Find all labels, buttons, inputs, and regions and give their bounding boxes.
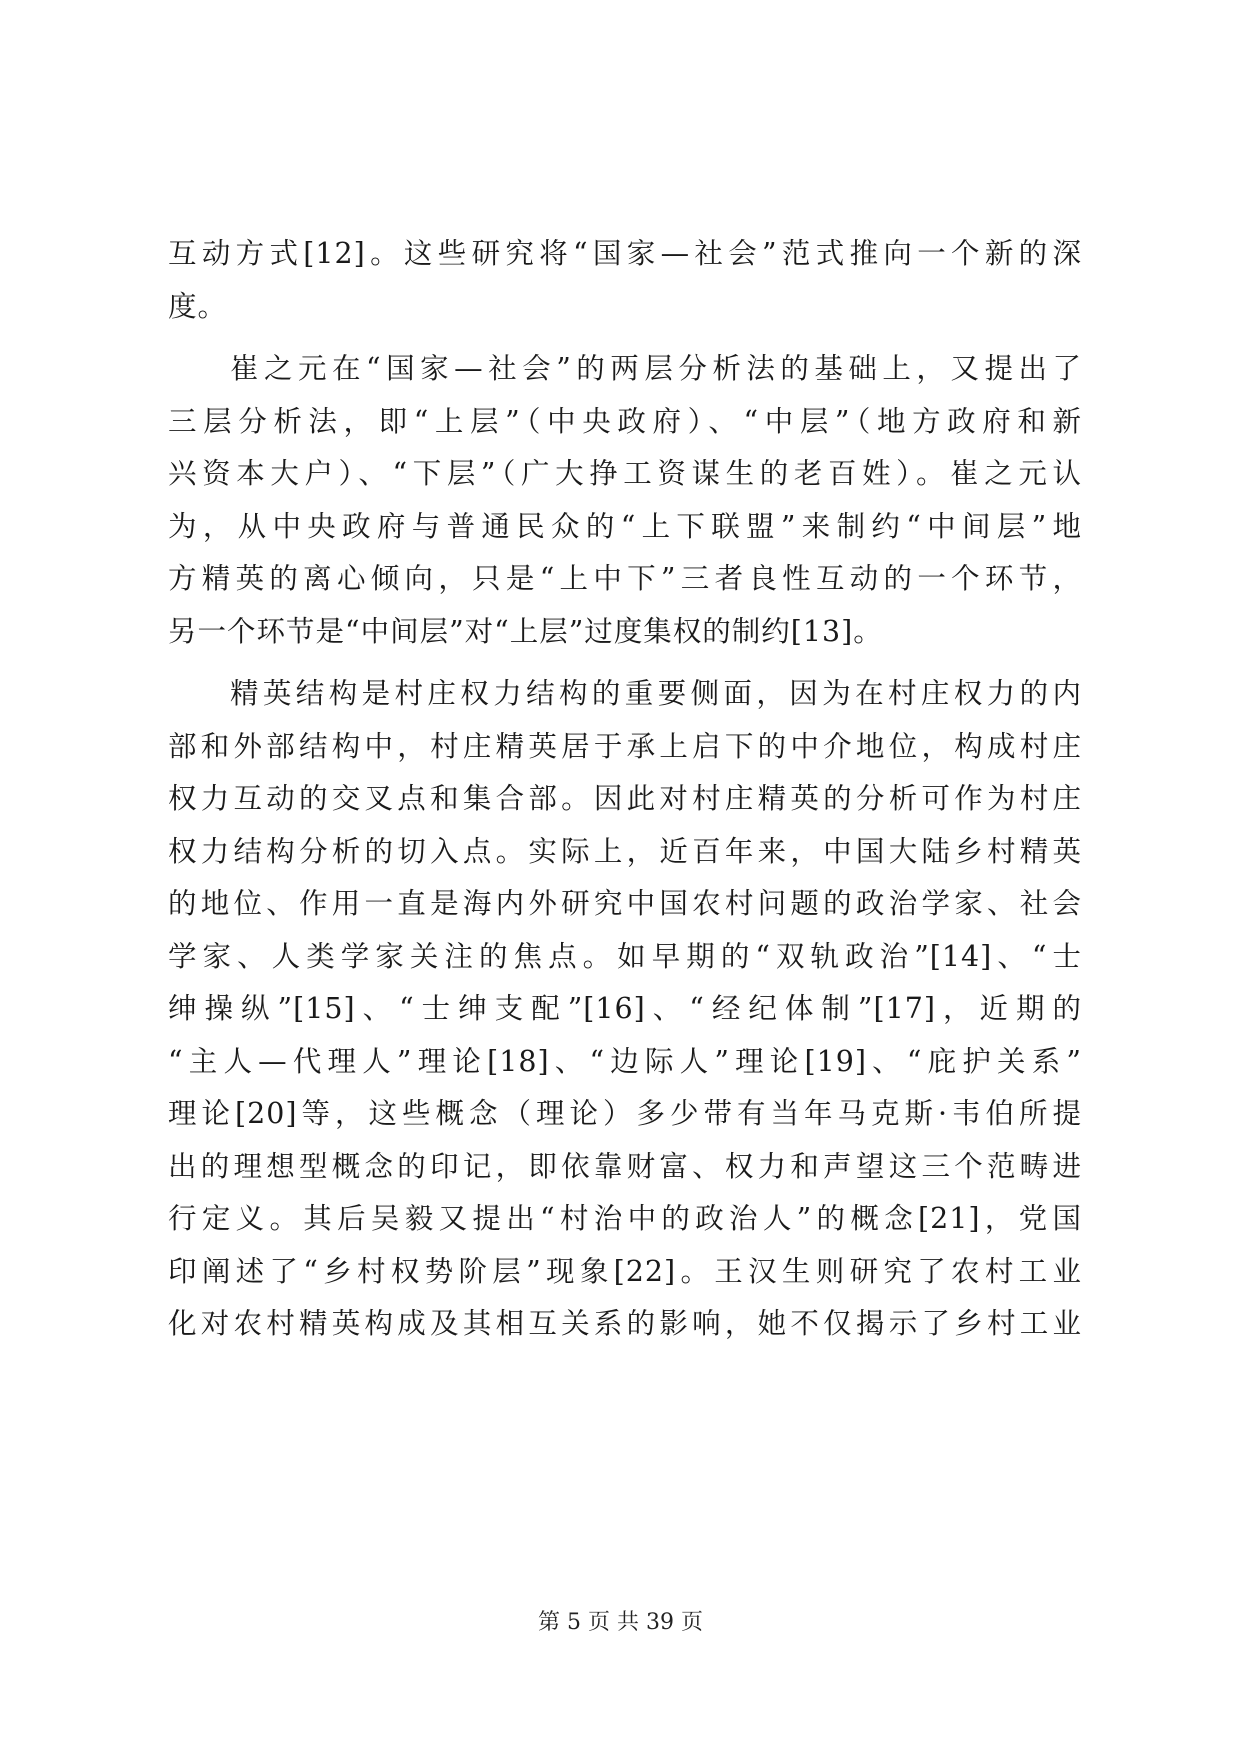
body-text — [168, 228, 1082, 1351]
text-line: 为，从中央政府与普通民众的“上下联盟”来制约“中间层”地 — [168, 509, 1082, 543]
text-line: 兴资本大户）、“下层”（广大挣工资谋生的老百姓）。崔之元认 — [168, 457, 1082, 490]
text-line: 权力结构分析的切入点。实际上，近百年来，中国大陆乡村精英 — [168, 834, 1082, 868]
text-line: 绅操纵”[15]、“士绅支配”[16]、“经纪体制”[17]，近期的 — [168, 992, 1082, 1025]
page-number-footer: 第 5 页 共 39 页 — [538, 1610, 703, 1635]
text-line: 部和外部结构中，村庄精英居于承上启下的中介地位，构成村庄 — [168, 729, 1082, 763]
text-line: 权力互动的交叉点和集合部。因此对村庄精英的分析可作为村庄 — [168, 782, 1082, 815]
text-line: 印阐述了“乡村权势阶层”现象[22]。王汉生则研究了农村工业 — [168, 1254, 1082, 1288]
text-line: 化对农村精英构成及其相互关系的影响，她不仅揭示了乡村工业 — [168, 1307, 1082, 1340]
text-line: 度。 — [168, 289, 228, 323]
text-line: 崔之元在“国家—社会”的两层分析法的基础上，又提出了 — [230, 352, 1082, 385]
text-line: 学家、人类学家关注的焦点。如早期的“双轨政治”[14]、“士 — [168, 939, 1082, 973]
text-line: 方精英的离心倾向，只是“上中下”三者良性互动的一个环节， — [168, 562, 1082, 595]
text-line: 另一个环节是“中间层”对“上层”过度集权的制约[13]。 — [168, 614, 883, 648]
text-line: 出的理想型概念的印记，即依靠财富、权力和声望这三个范畴进 — [168, 1149, 1082, 1183]
text-line: 行定义。其后吴毅又提出“村治中的政治人”的概念[21]，党国 — [168, 1202, 1082, 1235]
text-line: 理论[20]等，这些概念（理论）多少带有当年马克斯·韦伯所提 — [168, 1097, 1082, 1130]
text-line: 三层分析法，即“上层”（中央政府）、“中层”（地方政府和新 — [168, 404, 1082, 438]
text-line: 互动方式[12]。这些研究将“国家—社会”范式推向一个新的深 — [168, 237, 1082, 270]
text-line: 精英结构是村庄权力结构的重要侧面，因为在村庄权力的内 — [230, 677, 1082, 710]
text-line: “主人—代理人”理论[18]、“边际人”理论[19]、“庇护关系” — [168, 1044, 1082, 1078]
text-line: 的地位、作用一直是海内外研究中国农村问题的政治学家、社会 — [168, 887, 1082, 920]
